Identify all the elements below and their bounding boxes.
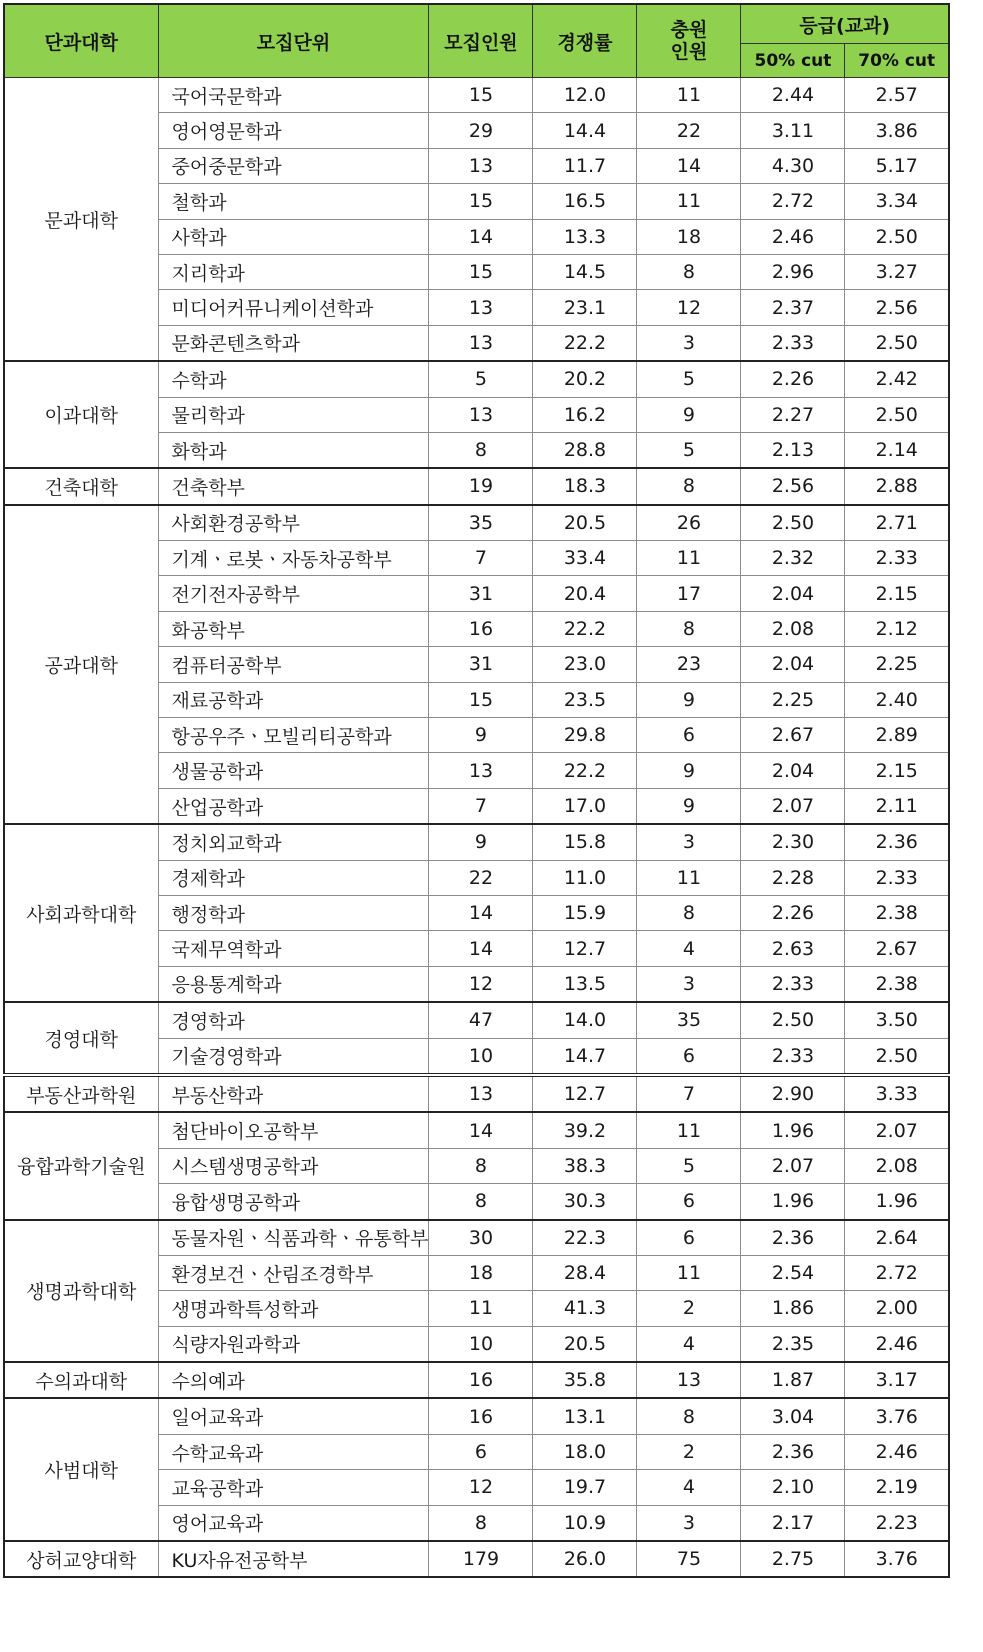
filled-value: 11: [637, 860, 741, 895]
cut70-value: 2.64: [845, 1220, 949, 1256]
cut50-value: 2.30: [741, 824, 845, 860]
ratio-value: 23.0: [533, 647, 637, 682]
cut50-value: 1.96: [741, 1112, 845, 1148]
dept-name: 부동산학과: [158, 1075, 429, 1112]
filled-value: 11: [637, 1255, 741, 1290]
ratio-value: 16.2: [533, 397, 637, 432]
cut50-value: 2.67: [741, 718, 845, 753]
ratio-value: 26.0: [533, 1541, 637, 1577]
filled-value: 18: [637, 219, 741, 254]
filled-value: 7: [637, 1075, 741, 1112]
ratio-value: 22.3: [533, 1220, 637, 1256]
quota-value: 8: [429, 432, 533, 468]
ratio-value: 39.2: [533, 1112, 637, 1148]
quota-value: 31: [429, 576, 533, 611]
ratio-value: 22.2: [533, 753, 637, 788]
dept-name: 첨단바이오공학부: [158, 1112, 429, 1148]
quota-value: 15: [429, 78, 533, 113]
table-row: [4, 1075, 949, 1112]
cut70-value: 2.38: [845, 966, 949, 1002]
cut70-value: 3.17: [845, 1362, 949, 1398]
quota-value: 12: [429, 1470, 533, 1505]
filled-value: 5: [637, 361, 741, 397]
quota-value: 14: [429, 1112, 533, 1148]
cut70-value: 2.00: [845, 1291, 949, 1326]
cut50-value: 2.26: [741, 361, 845, 397]
college-name: 이과대학: [4, 361, 158, 468]
ratio-value: 20.2: [533, 361, 637, 397]
quota-value: 31: [429, 647, 533, 682]
ratio-value: 28.4: [533, 1255, 637, 1290]
dept-name: 산업공학과: [158, 788, 429, 824]
ratio-value: 13.1: [533, 1398, 637, 1434]
ratio-value: 14.5: [533, 254, 637, 289]
ratio-value: 38.3: [533, 1148, 637, 1183]
dept-name: 문화콘텐츠학과: [158, 325, 429, 361]
cut50-value: 2.36: [741, 1434, 845, 1469]
cut70-value: 2.46: [845, 1326, 949, 1362]
filled-value: 22: [637, 113, 741, 148]
cut50-value: 2.63: [741, 931, 845, 966]
cut50-value: 2.33: [741, 966, 845, 1002]
ratio-value: 22.2: [533, 325, 637, 361]
ratio-value: 10.9: [533, 1505, 637, 1541]
ratio-value: 15.9: [533, 895, 637, 930]
dept-name: 국어국문학과: [158, 78, 429, 113]
cut70-value: 5.17: [845, 148, 949, 183]
filled-value: 12: [637, 290, 741, 325]
cut50-value: 2.46: [741, 219, 845, 254]
quota-value: 179: [429, 1541, 533, 1577]
cut70-value: 2.50: [845, 325, 949, 361]
cut50-value: 1.86: [741, 1291, 845, 1326]
dept-name: 행정학과: [158, 895, 429, 930]
cut70-value: 3.86: [845, 113, 949, 148]
dept-name: 건축학부: [158, 468, 429, 504]
cut50-value: 2.36: [741, 1220, 845, 1256]
dept-name: 생명과학특성학과: [158, 1291, 429, 1326]
filled-value: 9: [637, 788, 741, 824]
dept-name: 컴퓨터공학부: [158, 647, 429, 682]
cut70-value: 2.11: [845, 788, 949, 824]
cut70-value: 2.56: [845, 290, 949, 325]
cut70-value: 3.33: [845, 1075, 949, 1112]
dept-name: 화공학부: [158, 611, 429, 646]
college-name: 공과대학: [4, 505, 158, 825]
filled-value: 11: [637, 184, 741, 219]
cut50-value: 2.35: [741, 1326, 845, 1362]
filled-value: 3: [637, 1505, 741, 1541]
college-name: 부동산과학원: [4, 1075, 158, 1112]
college-name: 융합과학기술원: [4, 1112, 158, 1219]
quota-value: 13: [429, 325, 533, 361]
dept-name: 정치외교학과: [158, 824, 429, 860]
admission-table-container: [3, 3, 950, 1578]
cut70-value: 3.76: [845, 1398, 949, 1434]
quota-value: 8: [429, 1148, 533, 1183]
table-row: [4, 505, 949, 541]
table-row: [4, 1362, 949, 1398]
college-name: 상허교양대학: [4, 1541, 158, 1577]
quota-value: 13: [429, 148, 533, 183]
filled-value: 4: [637, 931, 741, 966]
filled-value: 6: [637, 718, 741, 753]
ratio-value: 18.3: [533, 468, 637, 504]
filled-value: 2: [637, 1434, 741, 1469]
cut70-value: 2.14: [845, 432, 949, 468]
dept-name: 미디어커뮤니케이션학과: [158, 290, 429, 325]
ratio-value: 22.2: [533, 611, 637, 646]
dept-name: KU자유전공학부: [158, 1541, 429, 1577]
dept-name: 생물공학과: [158, 753, 429, 788]
cut70-value: 2.23: [845, 1505, 949, 1541]
ratio-value: 23.1: [533, 290, 637, 325]
ratio-value: 13.3: [533, 219, 637, 254]
filled-value: 26: [637, 505, 741, 541]
quota-value: 13: [429, 290, 533, 325]
cut70-value: 2.88: [845, 468, 949, 504]
cut70-value: 2.89: [845, 718, 949, 753]
cut50-value: 2.44: [741, 78, 845, 113]
cut50-value: 2.07: [741, 788, 845, 824]
dept-name: 재료공학과: [158, 682, 429, 717]
cut70-value: 2.42: [845, 361, 949, 397]
quota-value: 15: [429, 184, 533, 219]
ratio-value: 14.0: [533, 1002, 637, 1038]
dept-name: 항공우주ㆍ모빌리티공학과: [158, 718, 429, 753]
header-college: 단과대학: [4, 4, 158, 78]
filled-value: 9: [637, 753, 741, 788]
quota-value: 13: [429, 753, 533, 788]
admission-results-table: [3, 3, 950, 1578]
header-filled-line1: 충원: [670, 19, 708, 41]
cut50-value: 2.10: [741, 1470, 845, 1505]
dept-name: 환경보건ㆍ산림조경학부: [158, 1255, 429, 1290]
filled-value: 23: [637, 647, 741, 682]
quota-value: 13: [429, 1075, 533, 1112]
table-row: [4, 78, 949, 113]
ratio-value: 12.7: [533, 931, 637, 966]
ratio-value: 13.5: [533, 966, 637, 1002]
filled-value: 35: [637, 1002, 741, 1038]
ratio-value: 18.0: [533, 1434, 637, 1469]
cut70-value: 2.71: [845, 505, 949, 541]
table-row: [4, 1112, 949, 1148]
table-row: [4, 468, 949, 504]
table-body: [4, 78, 949, 1578]
cut50-value: 1.87: [741, 1362, 845, 1398]
filled-value: 11: [637, 541, 741, 576]
dept-name: 기술경영학과: [158, 1038, 429, 1075]
dept-name: 교육공학과: [158, 1470, 429, 1505]
ratio-value: 20.4: [533, 576, 637, 611]
quota-value: 8: [429, 1184, 533, 1220]
cut70-value: 2.08: [845, 1148, 949, 1183]
ratio-value: 35.8: [533, 1362, 637, 1398]
cut50-value: 2.27: [741, 397, 845, 432]
quota-value: 10: [429, 1038, 533, 1075]
header-grade: 등급(교과): [741, 4, 949, 44]
cut50-value: 1.96: [741, 1184, 845, 1220]
header-unit: 모집단위: [158, 4, 429, 78]
filled-value: 8: [637, 1398, 741, 1434]
dept-name: 수학과: [158, 361, 429, 397]
cut70-value: 2.36: [845, 824, 949, 860]
table-row: [4, 824, 949, 860]
ratio-value: 12.7: [533, 1075, 637, 1112]
dept-name: 융합생명공학과: [158, 1184, 429, 1220]
cut50-value: 2.50: [741, 505, 845, 541]
quota-value: 6: [429, 1434, 533, 1469]
cut50-value: 2.96: [741, 254, 845, 289]
college-name: 문과대학: [4, 78, 158, 362]
cut70-value: 2.67: [845, 931, 949, 966]
cut50-value: 2.33: [741, 325, 845, 361]
ratio-value: 11.0: [533, 860, 637, 895]
ratio-value: 16.5: [533, 184, 637, 219]
quota-value: 10: [429, 1326, 533, 1362]
cut70-value: 3.76: [845, 1541, 949, 1577]
ratio-value: 30.3: [533, 1184, 637, 1220]
cut50-value: 2.04: [741, 753, 845, 788]
cut50-value: 2.26: [741, 895, 845, 930]
quota-value: 16: [429, 1362, 533, 1398]
ratio-value: 29.8: [533, 718, 637, 753]
dept-name: 일어교육과: [158, 1398, 429, 1434]
cut70-value: 2.12: [845, 611, 949, 646]
filled-value: 5: [637, 432, 741, 468]
dept-name: 국제무역학과: [158, 931, 429, 966]
cut50-value: 2.07: [741, 1148, 845, 1183]
cut70-value: 2.15: [845, 576, 949, 611]
quota-value: 8: [429, 1505, 533, 1541]
ratio-value: 15.8: [533, 824, 637, 860]
quota-value: 18: [429, 1255, 533, 1290]
filled-value: 8: [637, 468, 741, 504]
cut70-value: 2.25: [845, 647, 949, 682]
quota-value: 12: [429, 966, 533, 1002]
cut70-value: 2.50: [845, 1038, 949, 1075]
filled-value: 8: [637, 611, 741, 646]
quota-value: 13: [429, 397, 533, 432]
ratio-value: 20.5: [533, 505, 637, 541]
dept-name: 동물자원ㆍ식품과학ㆍ유통학부: [158, 1220, 429, 1256]
cut50-value: 2.33: [741, 1038, 845, 1075]
cut70-value: 2.40: [845, 682, 949, 717]
quota-value: 16: [429, 611, 533, 646]
dept-name: 식량자원과학과: [158, 1326, 429, 1362]
quota-value: 19: [429, 468, 533, 504]
filled-value: 8: [637, 895, 741, 930]
filled-value: 6: [637, 1038, 741, 1075]
filled-value: 75: [637, 1541, 741, 1577]
quota-value: 7: [429, 541, 533, 576]
quota-value: 16: [429, 1398, 533, 1434]
dept-name: 물리학과: [158, 397, 429, 432]
filled-value: 3: [637, 824, 741, 860]
cut50-value: 2.17: [741, 1505, 845, 1541]
cut70-value: 2.50: [845, 219, 949, 254]
dept-name: 수학교육과: [158, 1434, 429, 1469]
quota-value: 14: [429, 219, 533, 254]
cut50-value: 2.90: [741, 1075, 845, 1112]
quota-value: 15: [429, 682, 533, 717]
cut50-value: 3.04: [741, 1398, 845, 1434]
college-name: 경영대학: [4, 1002, 158, 1075]
quota-value: 7: [429, 788, 533, 824]
dept-name: 응용통계학과: [158, 966, 429, 1002]
cut70-value: 3.27: [845, 254, 949, 289]
filled-value: 14: [637, 148, 741, 183]
dept-name: 영어교육과: [158, 1505, 429, 1541]
quota-value: 5: [429, 361, 533, 397]
cut70-value: 2.33: [845, 541, 949, 576]
quota-value: 22: [429, 860, 533, 895]
dept-name: 경제학과: [158, 860, 429, 895]
quota-value: 9: [429, 718, 533, 753]
dept-name: 기계ㆍ로봇ㆍ자동차공학부: [158, 541, 429, 576]
cut70-value: 2.72: [845, 1255, 949, 1290]
dept-name: 중어중문학과: [158, 148, 429, 183]
cut70-value: 2.46: [845, 1434, 949, 1469]
cut70-value: 2.57: [845, 78, 949, 113]
ratio-value: 12.0: [533, 78, 637, 113]
cut70-value: 1.96: [845, 1184, 949, 1220]
table-row: [4, 1541, 949, 1577]
dept-name: 사학과: [158, 219, 429, 254]
dept-name: 영어영문학과: [158, 113, 429, 148]
dept-name: 전기전자공학부: [158, 576, 429, 611]
header-filled-line2: 인원: [670, 41, 708, 63]
ratio-value: 14.7: [533, 1038, 637, 1075]
header-cut-70: 70% cut: [845, 44, 949, 78]
cut50-value: 2.72: [741, 184, 845, 219]
cut70-value: 2.19: [845, 1470, 949, 1505]
dept-name: 사회환경공학부: [158, 505, 429, 541]
header-ratio: 경쟁률: [533, 4, 637, 78]
header-filled: [637, 4, 741, 78]
quota-value: 35: [429, 505, 533, 541]
filled-value: 9: [637, 682, 741, 717]
header-cut-50: 50% cut: [741, 44, 845, 78]
quota-value: 14: [429, 895, 533, 930]
cut70-value: 2.38: [845, 895, 949, 930]
table-row: [4, 1002, 949, 1038]
filled-value: 8: [637, 254, 741, 289]
dept-name: 시스템생명공학과: [158, 1148, 429, 1183]
dept-name: 화학과: [158, 432, 429, 468]
quota-value: 29: [429, 113, 533, 148]
filled-value: 9: [637, 397, 741, 432]
cut50-value: 2.50: [741, 1002, 845, 1038]
college-name: 수의과대학: [4, 1362, 158, 1398]
quota-value: 47: [429, 1002, 533, 1038]
quota-value: 30: [429, 1220, 533, 1256]
quota-value: 15: [429, 254, 533, 289]
cut50-value: 2.75: [741, 1541, 845, 1577]
college-name: 사회과학대학: [4, 824, 158, 1002]
table-row: [4, 1220, 949, 1256]
filled-value: 11: [637, 78, 741, 113]
ratio-value: 11.7: [533, 148, 637, 183]
cut50-value: 2.56: [741, 468, 845, 504]
cut50-value: 2.04: [741, 576, 845, 611]
cut50-value: 2.08: [741, 611, 845, 646]
filled-value: 4: [637, 1470, 741, 1505]
filled-value: 2: [637, 1291, 741, 1326]
cut50-value: 2.25: [741, 682, 845, 717]
cut50-value: 2.28: [741, 860, 845, 895]
cut50-value: 2.04: [741, 647, 845, 682]
cut50-value: 2.13: [741, 432, 845, 468]
ratio-value: 19.7: [533, 1470, 637, 1505]
quota-value: 14: [429, 931, 533, 966]
header-quota: 모집인원: [429, 4, 533, 78]
cut50-value: 2.32: [741, 541, 845, 576]
cut50-value: 2.54: [741, 1255, 845, 1290]
ratio-value: 41.3: [533, 1291, 637, 1326]
dept-name: 수의예과: [158, 1362, 429, 1398]
cut70-value: 2.07: [845, 1112, 949, 1148]
cut70-value: 2.33: [845, 860, 949, 895]
filled-value: 4: [637, 1326, 741, 1362]
cut50-value: 2.37: [741, 290, 845, 325]
ratio-value: 33.4: [533, 541, 637, 576]
cut50-value: 3.11: [741, 113, 845, 148]
filled-value: 5: [637, 1148, 741, 1183]
filled-value: 6: [637, 1220, 741, 1256]
ratio-value: 14.4: [533, 113, 637, 148]
dept-name: 지리학과: [158, 254, 429, 289]
cut70-value: 3.34: [845, 184, 949, 219]
ratio-value: 23.5: [533, 682, 637, 717]
dept-name: 철학과: [158, 184, 429, 219]
college-name: 건축대학: [4, 468, 158, 504]
ratio-value: 28.8: [533, 432, 637, 468]
cut70-value: 2.15: [845, 753, 949, 788]
table-header: [4, 4, 949, 78]
ratio-value: 20.5: [533, 1326, 637, 1362]
table-row: [4, 361, 949, 397]
quota-value: 9: [429, 824, 533, 860]
cut70-value: 2.50: [845, 397, 949, 432]
table-row: [4, 1398, 949, 1434]
college-name: 사범대학: [4, 1398, 158, 1541]
dept-name: 경영학과: [158, 1002, 429, 1038]
quota-value: 11: [429, 1291, 533, 1326]
filled-value: 3: [637, 325, 741, 361]
filled-value: 3: [637, 966, 741, 1002]
filled-value: 11: [637, 1112, 741, 1148]
college-name: 생명과학대학: [4, 1220, 158, 1363]
cut70-value: 3.50: [845, 1002, 949, 1038]
filled-value: 17: [637, 576, 741, 611]
ratio-value: 17.0: [533, 788, 637, 824]
cut50-value: 4.30: [741, 148, 845, 183]
filled-value: 6: [637, 1184, 741, 1220]
filled-value: 13: [637, 1362, 741, 1398]
